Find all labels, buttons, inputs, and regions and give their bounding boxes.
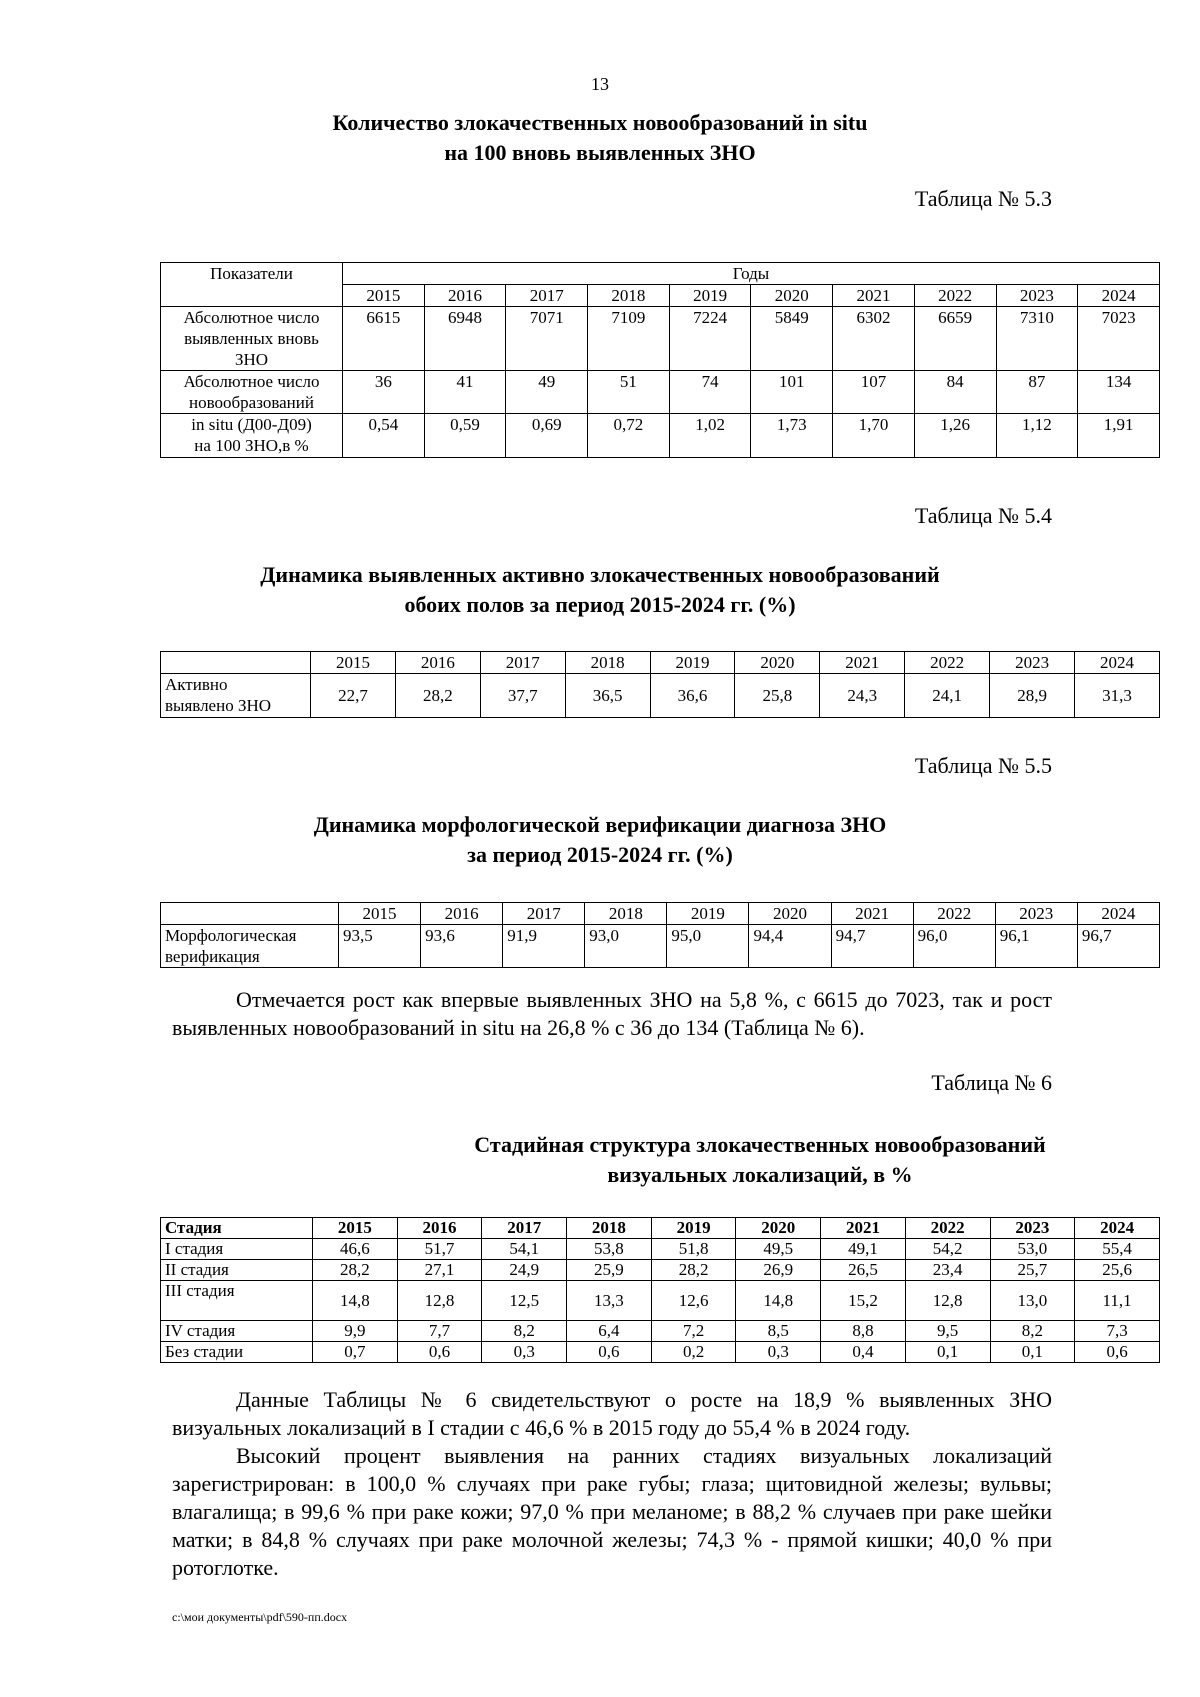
value-cell: 8,5: [736, 1321, 821, 1342]
year-header-cell: 2021: [820, 652, 905, 674]
value-cell: 0,4: [821, 1342, 906, 1363]
value-cell: 6659: [914, 307, 996, 371]
value-cell: 13,0: [990, 1281, 1075, 1321]
year-header-cell: 2024: [1075, 1218, 1160, 1239]
table-5-5-title: [0, 810, 1200, 870]
year-header-cell: 2023: [990, 1218, 1075, 1239]
year-header-cell: 2020: [749, 903, 831, 925]
value-cell: 0,59: [424, 414, 506, 458]
title-line: Количество злокачественных новообразований in situ: [332, 110, 868, 135]
value-cell: 0,72: [588, 414, 670, 458]
value-cell: 0,69: [506, 414, 588, 458]
year-header-cell: 2018: [585, 903, 667, 925]
value-cell: 23,4: [905, 1260, 990, 1281]
value-cell: 74: [669, 371, 751, 414]
value-cell: 6,4: [567, 1321, 652, 1342]
year-header-cell: 2020: [735, 652, 820, 674]
value-cell: 25,6: [1075, 1260, 1160, 1281]
value-cell: 84: [914, 371, 996, 414]
year-header-cell: 2022: [914, 285, 996, 307]
year-header-cell: 2019: [651, 1218, 736, 1239]
year-header-cell: 2022: [905, 1218, 990, 1239]
value-cell: 14,8: [736, 1281, 821, 1321]
value-cell: 9,9: [313, 1321, 398, 1342]
table-6-title: [160, 1130, 1200, 1190]
value-cell: 26,5: [821, 1260, 906, 1281]
value-cell: 41: [424, 371, 506, 414]
row-label: I стадия: [161, 1239, 313, 1260]
value-cell: 11,1: [1075, 1281, 1160, 1321]
table-label: Таблица № 5.4: [914, 503, 1052, 528]
table-label: Таблица № 6: [931, 1070, 1052, 1095]
year-header-cell: 2024: [1078, 285, 1160, 307]
value-cell: 7023: [1078, 307, 1160, 371]
value-cell: 49,5: [736, 1239, 821, 1260]
file-path-footer: c:\мои документы\pdf\590-пп.docx: [172, 1610, 348, 1624]
header-indicators: Показатели: [161, 263, 343, 307]
value-cell: 0,2: [651, 1342, 736, 1363]
table-row: [161, 1281, 1160, 1321]
year-header-cell: 2017: [482, 1218, 567, 1239]
year-header-cell: 2019: [650, 652, 735, 674]
table-label: Таблица № 5.3: [914, 186, 1052, 211]
row-label: Абсолютное число выявленных вновь ЗНО: [161, 307, 343, 371]
value-cell: 28,9: [990, 674, 1075, 718]
value-cell: 0,54: [343, 414, 425, 458]
value-cell: 51: [588, 371, 670, 414]
value-cell: 93,5: [339, 925, 421, 968]
table-5-3-title: [0, 108, 1200, 168]
value-cell: 134: [1078, 371, 1160, 414]
value-cell: 7,3: [1075, 1321, 1160, 1342]
value-cell: 95,0: [667, 925, 749, 968]
value-cell: 28,2: [651, 1260, 736, 1281]
paragraph-growth: Отмечается рост как впервые выявленных ЗНО на 5,8 %, с 6615 до 7023, так и рост выявленных новообразований in situ на 26,8 % с 36 до 134 (Таблица № 6).: [172, 987, 1052, 1040]
value-cell: 25,9: [567, 1260, 652, 1281]
year-header-cell: 2016: [424, 285, 506, 307]
year-header-cell: 2023: [996, 285, 1078, 307]
year-header-cell: 2019: [667, 903, 749, 925]
value-cell: 93,0: [585, 925, 667, 968]
year-header-cell: 2015: [311, 652, 396, 674]
value-cell: 26,9: [736, 1260, 821, 1281]
value-cell: 36,5: [565, 674, 650, 718]
in-situ-table: [160, 262, 1160, 458]
year-header-cell: 2021: [833, 285, 915, 307]
title-line: визуальных локализаций, в %: [607, 1162, 913, 1187]
value-cell: 7310: [996, 307, 1078, 371]
row-label: Морфологическая верификация: [161, 925, 339, 968]
value-cell: 9,5: [905, 1321, 990, 1342]
year-header-cell: 2019: [669, 285, 751, 307]
row-label: Без стадии: [161, 1342, 313, 1363]
year-header-cell: 2022: [905, 652, 990, 674]
value-cell: 12,8: [397, 1281, 482, 1321]
stage-structure-table: [160, 1217, 1160, 1363]
value-cell: 8,2: [990, 1321, 1075, 1342]
year-header-cell: 2020: [736, 1218, 821, 1239]
value-cell: 93,6: [421, 925, 503, 968]
value-cell: 1,02: [669, 414, 751, 458]
year-header-cell: 2015: [343, 285, 425, 307]
value-cell: 54,2: [905, 1239, 990, 1260]
year-header-cell: 2020: [751, 285, 833, 307]
value-cell: 54,1: [482, 1239, 567, 1260]
value-cell: 6615: [343, 307, 425, 371]
value-cell: 25,8: [735, 674, 820, 718]
value-cell: 1,70: [833, 414, 915, 458]
value-cell: 1,91: [1078, 414, 1160, 458]
value-cell: 36,6: [650, 674, 735, 718]
year-header-cell: 2017: [480, 652, 565, 674]
value-cell: 22,7: [311, 674, 396, 718]
year-header-cell: 2024: [1075, 652, 1160, 674]
value-cell: 53,0: [990, 1239, 1075, 1260]
value-cell: 1,26: [914, 414, 996, 458]
year-header-cell: 2021: [831, 903, 913, 925]
year-header-cell: 2021: [821, 1218, 906, 1239]
year-header-cell: 2018: [567, 1218, 652, 1239]
value-cell: 101: [751, 371, 833, 414]
value-cell: 6302: [833, 307, 915, 371]
value-cell: 0,6: [397, 1342, 482, 1363]
value-cell: 0,6: [1075, 1342, 1160, 1363]
header-years: Годы: [343, 263, 1160, 285]
value-cell: 12,5: [482, 1281, 567, 1321]
year-header-cell: 2018: [588, 285, 670, 307]
active-detection-table: [160, 651, 1160, 718]
table-row: [161, 1321, 1160, 1342]
year-header-cell: 2016: [421, 903, 503, 925]
value-cell: 87: [996, 371, 1078, 414]
year-header-cell: 2022: [913, 903, 995, 925]
value-cell: 8,8: [821, 1321, 906, 1342]
corner-cell: [161, 903, 339, 925]
row-label: in situ (Д00-Д09) на 100 ЗНО,в %: [161, 414, 343, 458]
year-header-cell: 2015: [339, 903, 421, 925]
value-cell: 7071: [506, 307, 588, 371]
table-5-4-title: [0, 560, 1200, 620]
value-cell: 96,7: [1077, 925, 1159, 968]
value-cell: 96,0: [913, 925, 995, 968]
value-cell: 96,1: [995, 925, 1077, 968]
table-label: Таблица № 5.5: [914, 753, 1052, 778]
year-header-cell: 2016: [395, 652, 480, 674]
title-line: за период 2015-2024 гг. (%): [467, 842, 733, 867]
value-cell: 51,7: [397, 1239, 482, 1260]
row-label: Абсолютное число новообразований: [161, 371, 343, 414]
value-cell: 12,8: [905, 1281, 990, 1321]
title-line: Динамика морфологической верификации диагноза ЗНО: [313, 812, 887, 837]
value-cell: 8,2: [482, 1321, 567, 1342]
year-header-cell: 2015: [313, 1218, 398, 1239]
row-label: IV стадия: [161, 1321, 313, 1342]
year-header-cell: 2018: [565, 652, 650, 674]
value-cell: 55,4: [1075, 1239, 1160, 1260]
year-header-cell: 2016: [397, 1218, 482, 1239]
row-label: III стадия: [161, 1281, 313, 1321]
row-label: II стадия: [161, 1260, 313, 1281]
value-cell: 7109: [588, 307, 670, 371]
value-cell: 51,8: [651, 1239, 736, 1260]
value-cell: 27,1: [397, 1260, 482, 1281]
page-number: 13: [591, 74, 609, 94]
title-line: на 100 вновь выявленных ЗНО: [444, 140, 756, 165]
year-header-cell: 2023: [990, 652, 1075, 674]
value-cell: 12,6: [651, 1281, 736, 1321]
year-header-cell: 2023: [995, 903, 1077, 925]
value-cell: 1,73: [751, 414, 833, 458]
verification-table: [160, 902, 1160, 968]
value-cell: 1,12: [996, 414, 1078, 458]
value-cell: 28,2: [395, 674, 480, 718]
value-cell: 25,7: [990, 1260, 1075, 1281]
row-label: Активно выявлено ЗНО: [161, 674, 311, 718]
value-cell: 5849: [751, 307, 833, 371]
value-cell: 0,1: [990, 1342, 1075, 1363]
value-cell: 14,8: [313, 1281, 398, 1321]
value-cell: 0,6: [567, 1342, 652, 1363]
value-cell: 49,1: [821, 1239, 906, 1260]
value-cell: 24,1: [905, 674, 990, 718]
value-cell: 0,3: [482, 1342, 567, 1363]
value-cell: 24,9: [482, 1260, 567, 1281]
value-cell: 24,3: [820, 674, 905, 718]
title-line: Стадийная структура злокачественных новообразований: [474, 1132, 1046, 1157]
value-cell: 91,9: [503, 925, 585, 968]
value-cell: 107: [833, 371, 915, 414]
header-stage: Стадия: [161, 1218, 313, 1239]
year-header-cell: 2017: [503, 903, 585, 925]
value-cell: 31,3: [1075, 674, 1160, 718]
value-cell: 0,7: [313, 1342, 398, 1363]
value-cell: 49: [506, 371, 588, 414]
table-row: [161, 1239, 1160, 1260]
value-cell: 28,2: [313, 1260, 398, 1281]
value-cell: 6948: [424, 307, 506, 371]
value-cell: 7224: [669, 307, 751, 371]
value-cell: 7,7: [397, 1321, 482, 1342]
title-line: обоих полов за период 2015-2024 гг. (%): [404, 592, 796, 617]
table-row: [161, 1260, 1160, 1281]
year-header-cell: 2024: [1077, 903, 1159, 925]
value-cell: 53,8: [567, 1239, 652, 1260]
paragraph-stage-i: Данные Таблицы № 6 свидетельствуют о росте на 18,9 % выявленных ЗНО визуальных локализаций в I стадии с 46,6 % в 2015 году до 55,4 % в 2024 году. Высокий процент выявления на ранних стадиях визуальных локализаций зарегистрирован: в 100,0 % случаях при раке губы; глаза; щитовидной железы; вульвы; влагалища; в 99,6 % при раке кожи; 97,0 % при меланоме; в 88,2 % случаев при раке шейки матки; в 84,8 % случаях при раке молочной железы; 74,3 % - прямой кишки; 40,0 % при ротоглотке.: [172, 1387, 1052, 1580]
title-line: Динамика выявленных активно злокачественных новообразований: [260, 562, 940, 587]
value-cell: 7,2: [651, 1321, 736, 1342]
value-cell: 37,7: [480, 674, 565, 718]
corner-cell: [161, 652, 311, 674]
value-cell: 94,7: [831, 925, 913, 968]
value-cell: 36: [343, 371, 425, 414]
value-cell: 0,3: [736, 1342, 821, 1363]
value-cell: 15,2: [821, 1281, 906, 1321]
value-cell: 46,6: [313, 1239, 398, 1260]
value-cell: 94,4: [749, 925, 831, 968]
value-cell: 13,3: [567, 1281, 652, 1321]
year-header-cell: 2017: [506, 285, 588, 307]
table-row: [161, 1342, 1160, 1363]
value-cell: 0,1: [905, 1342, 990, 1363]
